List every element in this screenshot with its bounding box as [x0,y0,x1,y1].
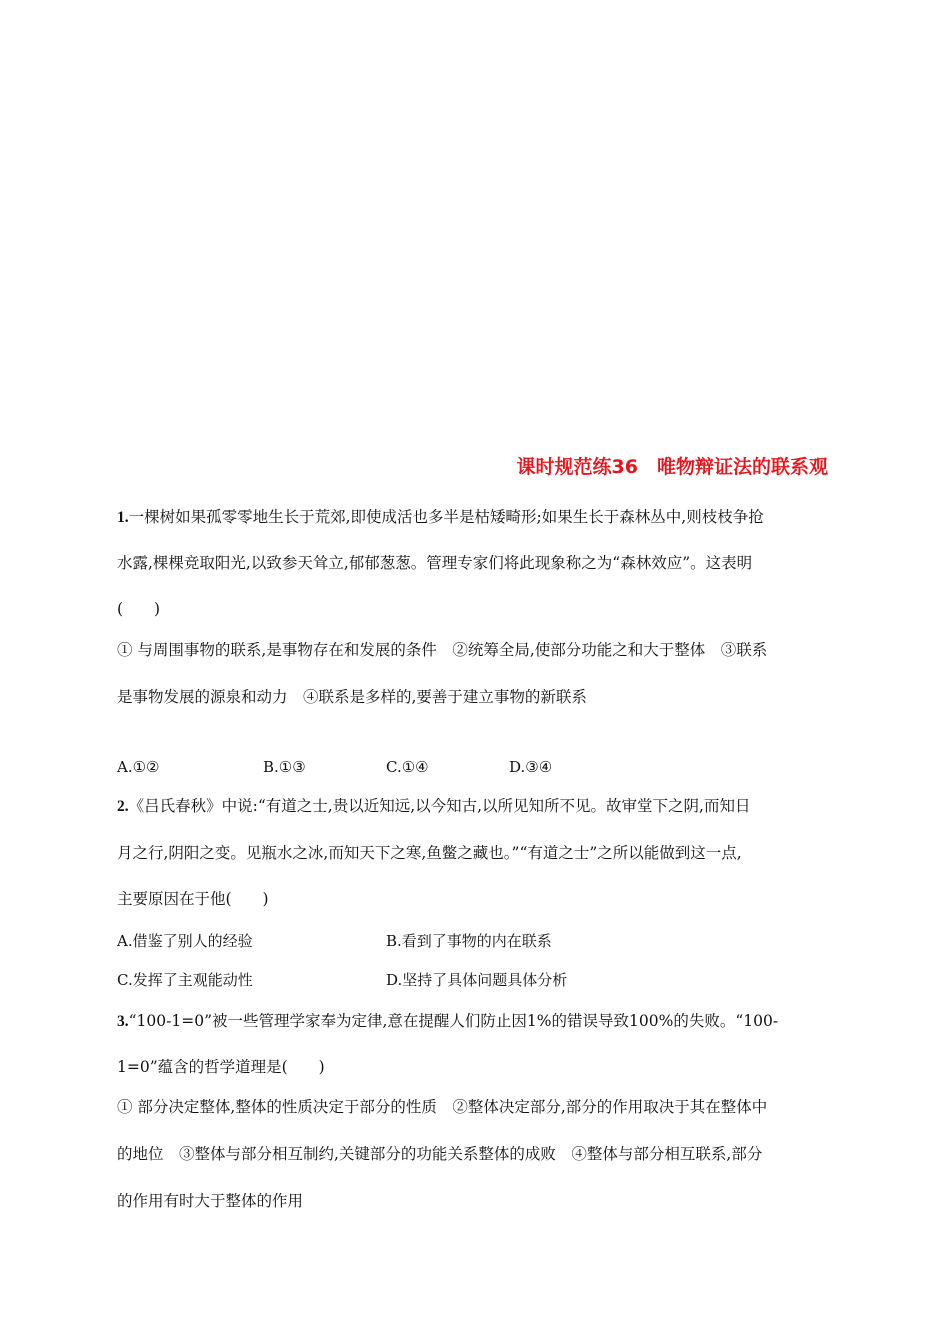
question-3-number: 3. [117,1013,129,1030]
question-1-number: 1. [117,509,129,526]
question-2-line-2: 月之行,阴阳之变。见瓶水之冰,而知天下之寒,鱼鳖之藏也。”“有道之士”之所以能做到这一点, [117,844,742,862]
question-2-option-a: A.借鉴了别人的经验 [117,932,253,950]
question-1-line-3: ( ) [117,600,161,618]
question-2-option-d: D.坚持了具体问题具体分析 [386,971,568,989]
page-title: 课时规范练36 唯物辩证法的联系观 [516,456,828,478]
question-1-option-b: B.①③ [263,758,306,776]
question-1-option-d: D.③④ [509,758,553,776]
question-2-number: 2. [117,798,129,815]
question-2-line-3: 主要原因在于他( ) [117,890,269,908]
question-1-text: 一棵树如果孤零零地生长于荒郊,即使成活也多半是枯矮畸形;如果生长于森林丛中,则枝枝争抢 [128,508,764,526]
question-2-line-1 [117,796,750,817]
question-3-line-4: 的地位 ③整体与部分相互制约,关键部分的功能关系整体的成败 ④整体与部分相互联系,部分 [117,1145,763,1163]
question-2-option-b: B.看到了事物的内在联系 [386,932,552,950]
question-1-line-2: 水露,棵棵竞取阳光,以致参天耸立,郁郁葱葱。管理专家们将此现象称之为“森林效应”。这表明 [117,554,753,572]
question-3-line-1 [117,1011,778,1032]
question-1-line-5: 是事物发展的源泉和动力 ④联系是多样的,要善于建立事物的新联系 [117,688,587,706]
question-2-text: 《吕氏春秋》中说:“有道之士,贵以近知远,以今知古,以所见知所不见。故审堂下之阴,而知日 [128,797,751,815]
question-1-line-1 [117,507,764,528]
question-1-line-4: ① 与周围事物的联系,是事物存在和发展的条件 ②统筹全局,使部分功能之和大于整体 ③联系 [117,641,768,659]
question-3-line-2: 1=0”蕴含的哲学道理是( ) [117,1058,325,1076]
question-2-option-c: C.发挥了主观能动性 [117,971,253,989]
question-3-line-5: 的作用有时大于整体的作用 [117,1192,304,1210]
question-3-text: “100-1=0”被一些管理学家奉为定律,意在提醒人们防止因1%的错误导致100%的失败。“100- [128,1012,779,1030]
question-1-option-a: A.①② [117,758,160,776]
question-3-line-3: ① 部分决定整体,整体的性质决定于部分的性质 ②整体决定部分,部分的作用取决于其在整体中 [117,1098,768,1116]
question-1-option-c: C.①④ [386,758,429,776]
